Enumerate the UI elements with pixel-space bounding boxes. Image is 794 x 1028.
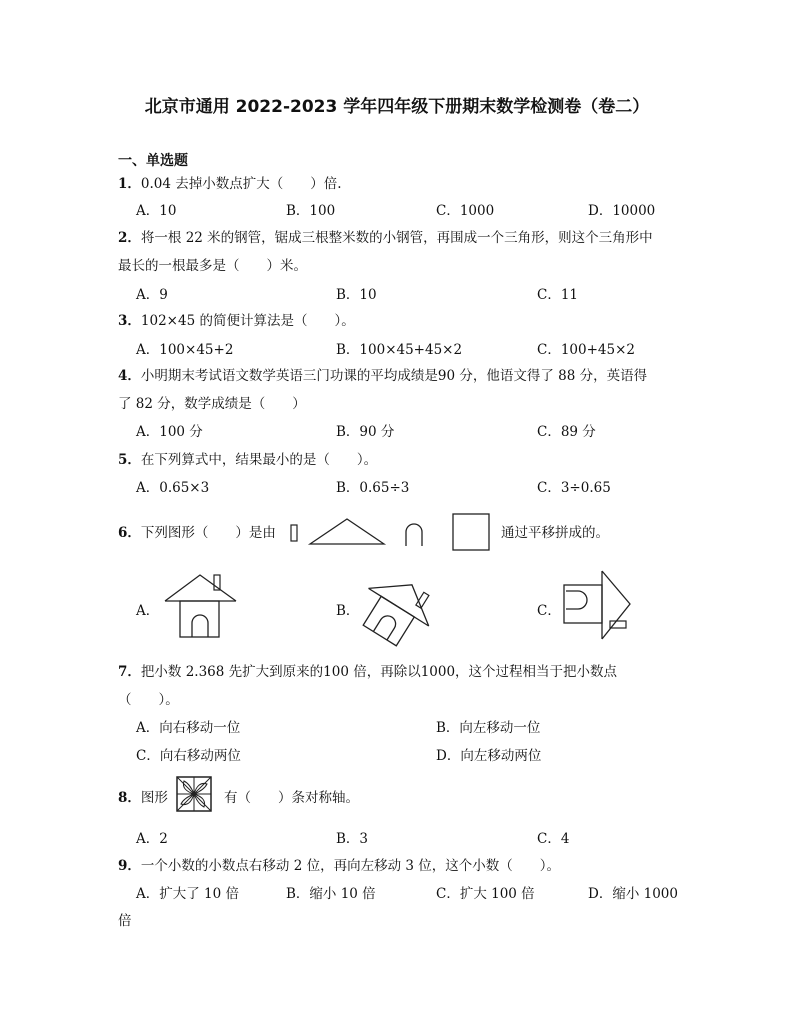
house-figure-b: [355, 572, 445, 644]
q6-option-c[interactable]: C．: [537, 603, 561, 619]
question-text-line2: 了 82 分，数学成绩是（ ）: [118, 396, 306, 412]
q7-option-d[interactable]: D．向左移动两位: [436, 748, 542, 764]
question-text: 0.04 去掉小数点扩大（ ）倍.: [140, 176, 342, 192]
q9-option-b[interactable]: B．缩小 10 倍: [286, 886, 376, 902]
question-3: [118, 309, 355, 329]
question-number: 3．: [118, 313, 141, 329]
question-number: 6．: [118, 525, 141, 541]
question-number: 7．: [118, 664, 141, 680]
q2-option-c[interactable]: C．11: [537, 287, 579, 303]
question-text: 在下列算式中，结果最小的是（ ）。: [140, 452, 378, 468]
q9-option-a[interactable]: A．扩大了 10 倍: [136, 886, 240, 902]
triangle-roof-shape: [310, 519, 384, 544]
q4-option-b[interactable]: B．90 分: [336, 424, 395, 440]
q8-option-b[interactable]: B．3: [336, 831, 369, 847]
question-9: [118, 854, 560, 874]
q8-option-a[interactable]: A．2: [136, 831, 168, 847]
q1-option-c[interactable]: C．1000: [436, 203, 495, 219]
small-rectangle-shape: [291, 525, 297, 541]
question-text-line1: 将一根 22 米的钢管，锯成三根整米数的小钢管，再围成一个三角形，则这个三角形中: [140, 230, 653, 246]
q3-option-b[interactable]: B．100×45+45×2: [336, 342, 463, 358]
q7-option-b[interactable]: B．向左移动一位: [436, 720, 541, 736]
flower-square-figure: [176, 776, 212, 812]
question-2: [118, 226, 653, 246]
q1-option-b[interactable]: B．100: [286, 203, 336, 219]
q4-option-c[interactable]: C．89 分: [537, 424, 596, 440]
question-1: [118, 172, 342, 192]
question-number: 1．: [118, 176, 141, 192]
question-text-line2: （ ）。: [118, 692, 179, 708]
q6-option-a[interactable]: A．: [136, 603, 160, 619]
question-number: 5．: [118, 452, 141, 468]
q7-option-a[interactable]: A．向右移动一位: [136, 720, 241, 736]
house-figure-c: [556, 565, 638, 645]
question-6: [118, 521, 276, 541]
q8-option-c[interactable]: C．4: [537, 831, 570, 847]
question-5: [118, 448, 377, 468]
q5-option-c[interactable]: C．3÷0.65: [537, 480, 611, 496]
question-text: 102×45 的简便计算法是（ ）。: [140, 313, 355, 329]
question-text-a: 图形: [140, 790, 168, 806]
question-text-a: 下列图形（ ）是由: [140, 525, 276, 541]
component-shapes-figure: [286, 508, 496, 554]
question-number: 9．: [118, 858, 141, 874]
question-number: 4．: [118, 368, 141, 384]
question-8: [118, 786, 168, 806]
q2-option-b[interactable]: B．10: [336, 287, 377, 303]
q3-option-a[interactable]: A．100×45+2: [136, 342, 234, 358]
house-figure-a: [160, 572, 242, 642]
q9-option-c[interactable]: C．扩大 100 倍: [436, 886, 535, 902]
q7-option-c[interactable]: C．向右移动两位: [136, 748, 241, 764]
q6-option-b[interactable]: B．: [336, 603, 360, 619]
section-heading: 一、单选题: [118, 153, 188, 169]
question-text-line2: 最长的一根最多是（ ）米。: [118, 258, 307, 274]
q1-option-d[interactable]: D．10000: [588, 203, 656, 219]
square-shape: [453, 514, 489, 550]
question-text-line1: 把小数 2.368 先扩大到原来的100 倍，再除以1000，这个过程相当于把小数点: [140, 664, 618, 680]
question-7: [118, 660, 617, 680]
q4-option-a[interactable]: A．100 分: [136, 424, 203, 440]
page-title: 北京市通用 2022-2023 学年四年级下册期末数学检测卷（卷二）: [144, 97, 650, 117]
q1-option-a[interactable]: A．10: [136, 203, 177, 219]
arch-door-shape: [406, 524, 422, 546]
question-text-b: 有（ ）条对称轴。: [224, 790, 359, 806]
question-number: 2．: [118, 230, 141, 246]
q5-option-b[interactable]: B．0.65÷3: [336, 480, 410, 496]
q3-option-c[interactable]: C．100+45×2: [537, 342, 635, 358]
question-4: [118, 364, 647, 384]
q2-option-a[interactable]: A．9: [136, 287, 168, 303]
question-text-b: 通过平移拼成的。: [501, 525, 609, 541]
question-text: 一个小数的小数点右移动 2 位，再向左移动 3 位，这个小数（ ）。: [140, 858, 560, 874]
q9-option-d[interactable]: D．缩小 1000: [588, 886, 678, 902]
question-number: 8．: [118, 790, 141, 806]
q5-option-a[interactable]: A．0.65×3: [136, 480, 210, 496]
q9-option-d-wrap: 倍: [118, 913, 132, 929]
question-text-line1: 小明期末考试语文数学英语三门功课的平均成绩是90 分，他语文得了 88 分，英语得: [140, 368, 648, 384]
